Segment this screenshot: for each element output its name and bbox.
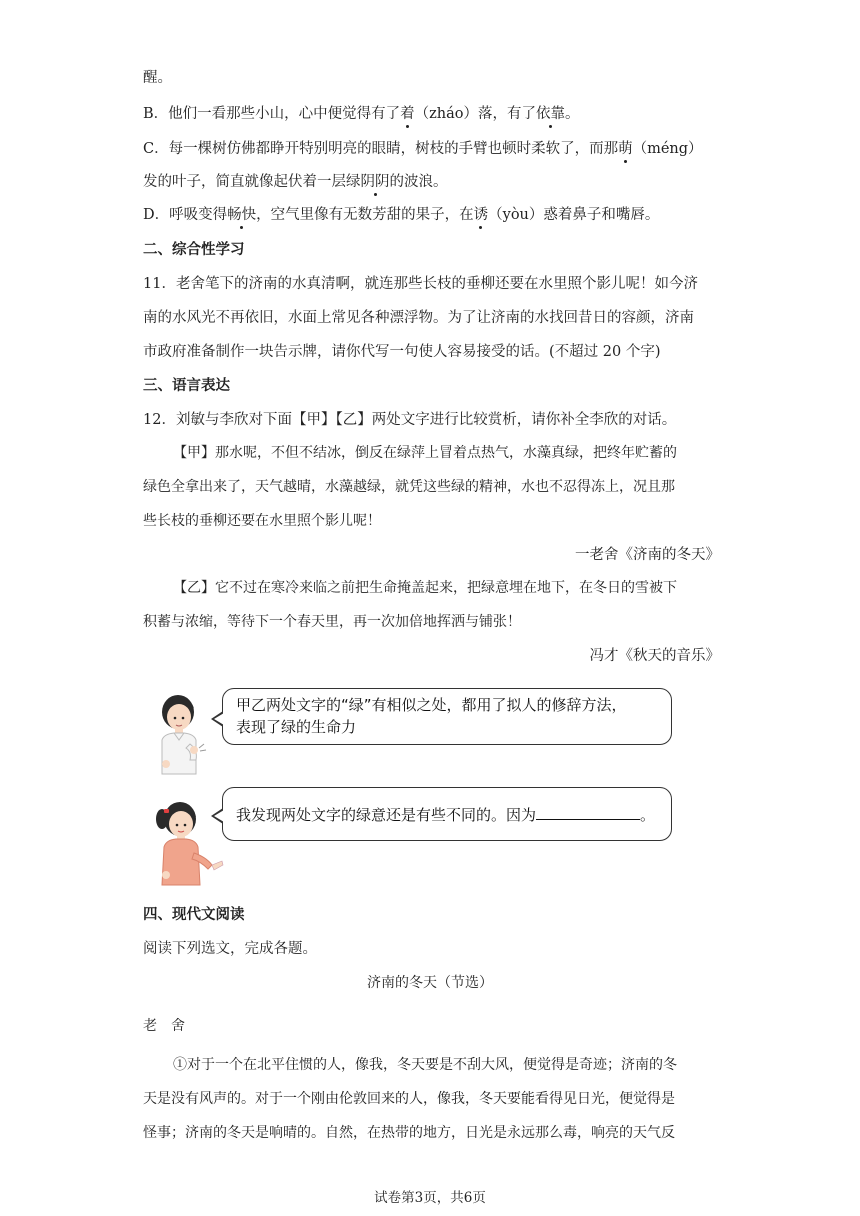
- bubble-tail-inner: [214, 810, 224, 822]
- para1-line-1: ①对于一个在北平住惯的人，像我，冬天要是不刮大风，便觉得是奇迹；济南的冬: [173, 1057, 677, 1073]
- yi-line-1: 【乙】它不过在寒冷来临之前把生命掩盖起来，把绿意埋在地下，在冬日的雪被下: [173, 580, 677, 596]
- option-c-line1: [143, 139, 703, 159]
- bubble-girl-line: [236, 803, 655, 826]
- page-footer: 试卷第3页，共6页: [374, 1190, 486, 1206]
- option-d-mid: ，空气里像有无数芳甜的果子，在: [256, 207, 474, 223]
- jia-source: 一老舍《济南的冬天》: [575, 547, 720, 563]
- option-c-prefix: C．每一棵树仿佛都睁开特别明亮的眼睛，树枝的手臂也顿时柔软了，而那: [143, 141, 619, 157]
- yi-source: 冯才《秋天的音乐》: [589, 648, 720, 664]
- pinyin: （yòu）: [488, 207, 544, 223]
- jia-line-2: 绿色全拿出来了，天气越晴，水藻越绿，就凭这些绿的精神，水也不忍得冻上，况且那: [143, 479, 675, 495]
- q11-line-3: 市政府准备制作一块告示牌，请你代写一句使人容易接受的话。(不超过 20 个字): [143, 344, 661, 360]
- bubble-girl-text: 我发现两处文字的绿意还是有些不同的。因为: [236, 806, 537, 824]
- q11-line-1: 11．老舍笔下的济南的水真清啊，就连那些长枝的垂柳还要在水里照个影儿呢！如今济: [143, 276, 698, 292]
- option-b-end: 。: [565, 106, 580, 122]
- dotted-word: 阴阴: [360, 174, 390, 190]
- option-c-line2-prefix: 发的叶子，简直就像起伏着一层绿: [143, 174, 361, 190]
- dotted-word: 依靠: [536, 106, 566, 122]
- speech-bubble-girl: [222, 787, 672, 841]
- option-b-mid: 落，有了: [478, 106, 537, 122]
- yi-line-2: 积蓄与浓缩，等待下一个春天里，再一次加倍地挥洒与铺张！: [143, 614, 521, 630]
- section-heading-2: 二、综合性学习: [143, 242, 245, 258]
- bubble-tail-inner: [214, 713, 224, 725]
- bubble-line-2: 表现了绿的生命力: [236, 718, 357, 736]
- section-heading-3: 三、语言表达: [143, 378, 230, 394]
- answer-blank[interactable]: [536, 803, 640, 820]
- option-a-tail: 醒。: [143, 70, 172, 86]
- para1-line-2: 天是没有风声的。对于一个刚由伦敦回来的人，像我，冬天要能看得见日光，便觉得是: [143, 1091, 675, 1107]
- option-d-prefix: D．呼吸变得: [143, 207, 228, 223]
- dotted-char: 诱: [473, 207, 489, 223]
- jia-line-3: 些长枝的垂柳还要在水里照个影儿呢！: [143, 513, 381, 529]
- option-d: [143, 205, 659, 225]
- option-b-prefix: B．他们一看那些小山，心中便觉得有了: [143, 106, 401, 122]
- para1-line-3: 怪事；济南的冬天是响晴的。自然，在热带的地方，日光是永远那么毒，响亮的天气反: [143, 1125, 675, 1141]
- bubble-girl-end: 。: [640, 806, 656, 824]
- pinyin: （zháo）: [414, 106, 479, 122]
- bubble-line-1: 甲乙两处文字的“绿”有相似之处，都用了拟人的修辞方法，: [236, 696, 627, 714]
- dotted-char: 着: [400, 106, 415, 122]
- reading-instruction: 阅读下列选文，完成各题。: [143, 941, 317, 957]
- article-author: 老 舍: [143, 1018, 185, 1034]
- option-c-line2-end: 的波浪。: [389, 174, 448, 190]
- speech-bubble-boy: [222, 688, 672, 745]
- boy-illustration: [150, 690, 210, 782]
- jia-line-1: 【甲】那水呢，不但不结冰，倒反在绿萍上冒着点热气，水藻真绿，把终年贮蓄的: [173, 445, 677, 461]
- option-d-end: 惑着鼻子和嘴唇。: [543, 207, 660, 223]
- option-c-line2: [143, 172, 448, 192]
- q12-stem: 12．刘敏与李欣对下面【甲】【乙】两处文字进行比较赏析，请你补全李欣的对话。: [143, 412, 677, 428]
- option-b: [143, 104, 580, 124]
- dotted-word: 畅快: [227, 207, 257, 223]
- article-title: 济南的冬天（节选）: [367, 975, 493, 991]
- dotted-char: 萌: [618, 141, 633, 157]
- section-heading-4: 四、现代文阅读: [143, 907, 245, 923]
- pinyin: （méng）: [632, 141, 703, 157]
- q11-line-2: 南的水风光不再依旧，水面上常见各种漂浮物。为了让济南的水找回昔日的容颜，济南: [143, 310, 694, 326]
